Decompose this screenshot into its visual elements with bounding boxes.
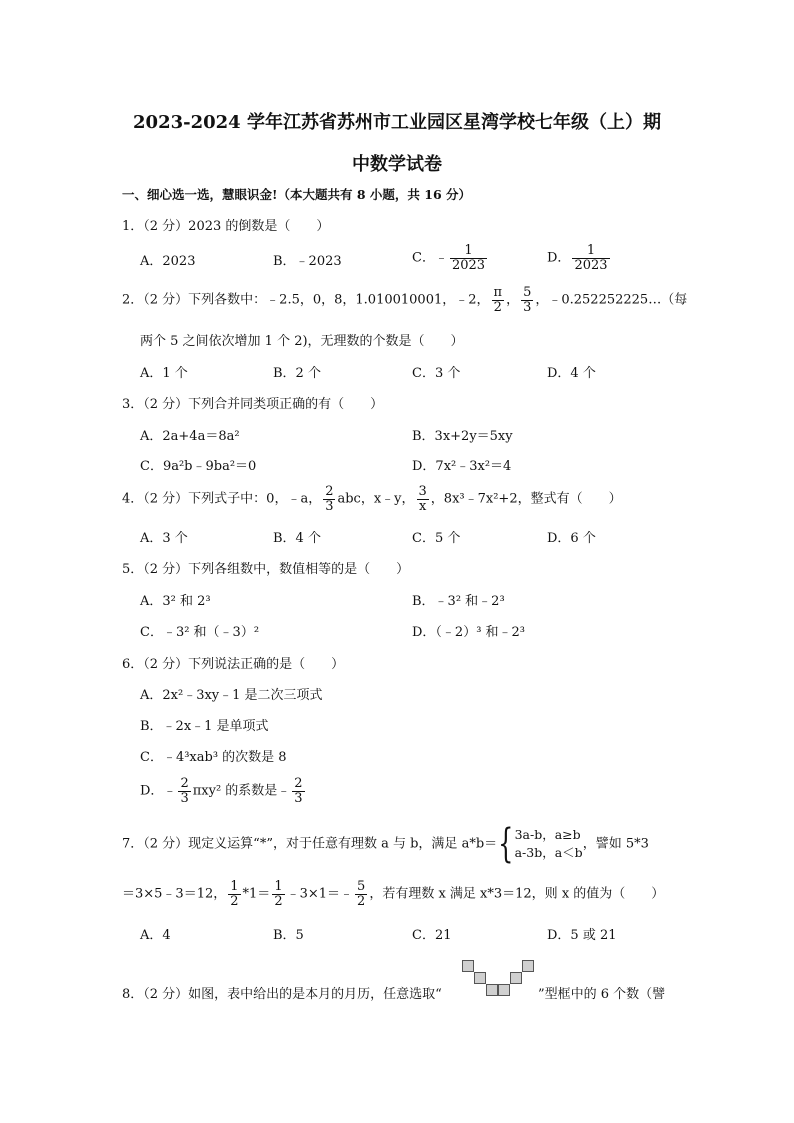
question-4-stem bbox=[122, 485, 622, 513]
question-5-option-c: C．﹣3² 和（﹣3）² bbox=[140, 625, 260, 640]
denominator: 3 bbox=[325, 498, 334, 514]
question-5-option-a: A．3² 和 2³ bbox=[140, 594, 211, 609]
question-3-option-d: D．7x²﹣3x²＝4 bbox=[412, 459, 512, 474]
question-7-option-b: B．5 bbox=[273, 928, 304, 943]
question-7-stem bbox=[122, 821, 649, 867]
question-1-option-d bbox=[547, 244, 612, 272]
question-6-option-a: A．2x²﹣3xy﹣1 是二次三项式 bbox=[140, 688, 323, 703]
denominator: 2023 bbox=[451, 257, 486, 273]
frame-cell bbox=[474, 972, 486, 984]
fraction-pi-over-2 bbox=[492, 286, 505, 314]
exam-title-line1: 2023-2024 学年江苏省苏州市工业园区星湾学校七年级（上）期 bbox=[133, 112, 661, 133]
stem-text: ，﹣0.252252225…（每 bbox=[535, 292, 688, 308]
separator: ， bbox=[506, 292, 520, 308]
question-2-option-c: C．3 个 bbox=[412, 366, 461, 381]
brace: { bbox=[498, 821, 514, 867]
frame-cell bbox=[498, 984, 510, 996]
question-3-option-b: B．3x+2y＝5xy bbox=[412, 429, 513, 444]
numerator: 2 bbox=[294, 776, 303, 791]
stem-text: ，8x³﹣7x²+2，整式有（ ） bbox=[430, 491, 622, 507]
numerator: 1 bbox=[586, 243, 596, 258]
fraction bbox=[292, 777, 304, 805]
fraction bbox=[572, 244, 609, 272]
stem-text: ，譬如 5*3 bbox=[582, 836, 649, 852]
frame-cell bbox=[462, 960, 474, 972]
question-8-stem-b: ”型框中的 6 个数（譬 bbox=[538, 987, 666, 1002]
stem-text: *1＝ bbox=[242, 886, 271, 902]
option-label: C．﹣ bbox=[412, 250, 448, 266]
question-3-option-c: C．9a²b﹣9ba²＝0 bbox=[140, 459, 257, 474]
numerator: 5 bbox=[523, 285, 532, 300]
option-label: D．﹣ bbox=[140, 783, 177, 799]
denominator: 2 bbox=[230, 893, 239, 909]
question-5-option-d: D．（﹣2）³ 和﹣2³ bbox=[412, 625, 526, 640]
w-shaped-frame-figure bbox=[462, 960, 534, 998]
frame-cell bbox=[486, 984, 498, 996]
question-1-option-a: A．2023 bbox=[140, 254, 196, 269]
fraction bbox=[272, 880, 284, 908]
question-4-option-b: B．4 个 bbox=[273, 531, 321, 546]
denominator: 3 bbox=[180, 790, 189, 806]
stem-text: 4．（2 分）下列式子中：0，﹣a， bbox=[122, 491, 322, 507]
frame-cell bbox=[522, 960, 534, 972]
stem-text: ﹣3×1＝﹣ bbox=[286, 886, 354, 902]
piecewise-cases bbox=[515, 826, 583, 862]
stem-text: ＝3×5﹣3＝12， bbox=[122, 886, 227, 902]
question-7-option-c: C．21 bbox=[412, 928, 452, 943]
question-6-stem: 6．（2 分）下列说法正确的是（ ） bbox=[122, 657, 345, 672]
question-3-stem: 3．（2 分）下列合并同类项正确的有（ ） bbox=[122, 397, 384, 412]
denominator: 3 bbox=[523, 299, 532, 315]
denominator: 2 bbox=[357, 893, 366, 909]
numerator: 2 bbox=[325, 484, 334, 499]
numerator: 5 bbox=[357, 879, 366, 894]
question-2-option-d: D．4 个 bbox=[547, 366, 596, 381]
denominator: 2 bbox=[274, 893, 283, 909]
question-5-option-b: B．﹣3² 和﹣2³ bbox=[412, 594, 505, 609]
denominator: 2 bbox=[492, 300, 505, 315]
question-7-option-a: A．4 bbox=[140, 928, 171, 943]
fraction bbox=[355, 880, 367, 908]
numerator: 2 bbox=[180, 776, 189, 791]
option-label: D． bbox=[547, 250, 571, 266]
exam-title-line2: 中数学试卷 bbox=[352, 154, 442, 175]
numerator: 3 bbox=[418, 484, 427, 499]
stem-text: 2．（2 分）下列各数中：﹣2.5，0，8，1.010010001，﹣2， bbox=[122, 292, 490, 308]
fraction bbox=[228, 880, 240, 908]
question-4-option-a: A．3 个 bbox=[140, 531, 188, 546]
question-2-stem-line2: 两个 5 之间依次增加 1 个 2)，无理数的个数是（ ） bbox=[140, 334, 464, 349]
question-2-option-b: B．2 个 bbox=[273, 366, 321, 381]
question-7-option-d: D．5 或 21 bbox=[547, 928, 617, 943]
question-3-option-a: A．2a+4a＝8a² bbox=[140, 429, 240, 444]
fraction-2-over-3 bbox=[323, 485, 335, 513]
stem-text: abc，x﹣y， bbox=[337, 491, 415, 507]
question-2-stem bbox=[122, 286, 687, 314]
fraction-5-over-3 bbox=[521, 286, 533, 314]
stem-text: ，若有理数 x 满足 x*3＝12，则 x 的值为（ ） bbox=[369, 886, 665, 902]
section-heading: 一、细心选一选，慧眼识金!（本大题共有 8 小题，共 16 分） bbox=[122, 187, 471, 202]
numerator: 1 bbox=[230, 879, 239, 894]
numerator: 1 bbox=[464, 243, 473, 258]
question-1-option-c bbox=[412, 244, 489, 272]
question-4-option-c: C．5 个 bbox=[412, 531, 461, 546]
option-text: πxy² 的系数是﹣ bbox=[192, 783, 291, 799]
question-6-option-c: C．﹣4³xab³ 的次数是 8 bbox=[140, 750, 287, 765]
question-2-option-a: A．1 个 bbox=[140, 366, 188, 381]
fraction bbox=[450, 244, 487, 272]
frame-cell bbox=[510, 972, 522, 984]
stem-text: 7．（2 分）现定义运算“*”，对于任意有理数 a 与 b，满足 a*b＝ bbox=[122, 836, 498, 852]
question-6-option-b: B．﹣2x﹣1 是单项式 bbox=[140, 719, 269, 734]
case-2: a-3b，a＜b bbox=[514, 845, 583, 860]
question-4-option-d: D．6 个 bbox=[547, 531, 596, 546]
question-1-option-b: B．﹣2023 bbox=[273, 254, 342, 269]
case-1: 3a-b，a≥b bbox=[514, 826, 581, 842]
numerator: π bbox=[493, 285, 503, 300]
question-8-stem-a: 8．（2 分）如图，表中给出的是本月的月历，任意选取“ bbox=[122, 987, 442, 1002]
numerator: 1 bbox=[274, 879, 283, 894]
question-6-option-d bbox=[140, 777, 307, 805]
denominator: 3 bbox=[294, 790, 303, 806]
denominator: 2023 bbox=[574, 257, 608, 273]
question-1-stem: 1．（2 分）2023 的倒数是（ ） bbox=[122, 219, 330, 234]
denominator: x bbox=[417, 499, 429, 514]
fraction-3-over-x bbox=[417, 485, 429, 513]
question-5-stem: 5．（2 分）下列各组数中，数值相等的是（ ） bbox=[122, 562, 410, 577]
question-7-line2 bbox=[122, 880, 664, 908]
fraction bbox=[178, 777, 190, 805]
